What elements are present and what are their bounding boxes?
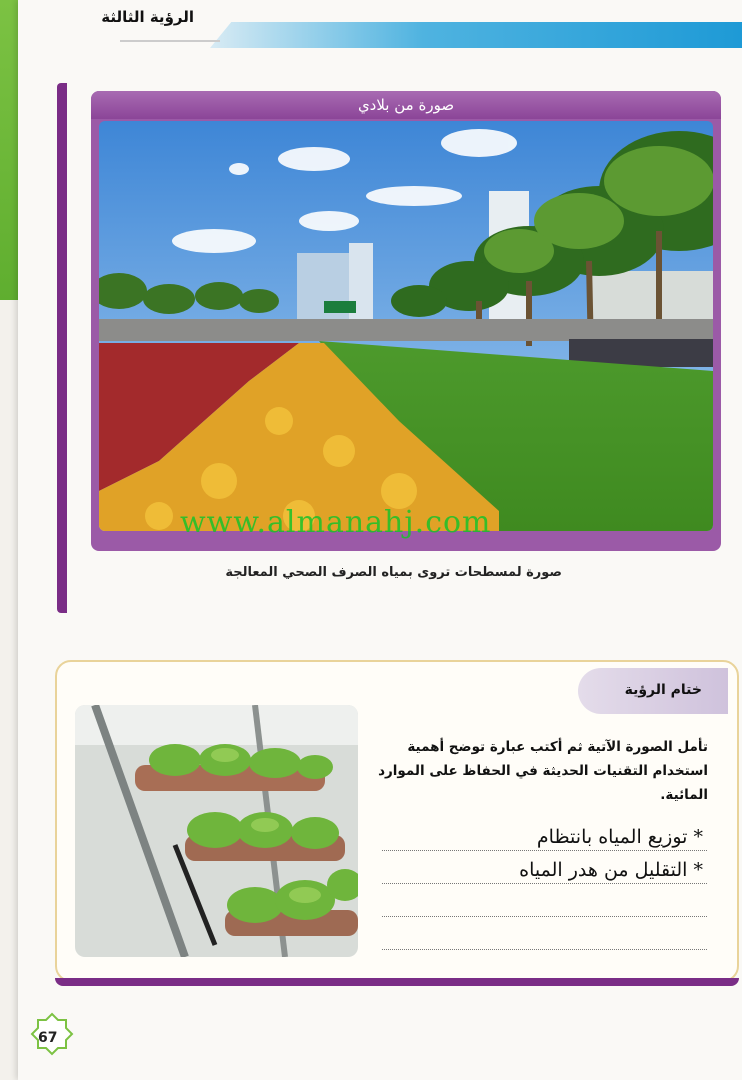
header-band bbox=[210, 22, 742, 48]
header-rule bbox=[120, 40, 220, 42]
conclusion-tag-label: ختام الرؤية bbox=[624, 682, 702, 698]
card-side-bar bbox=[57, 83, 67, 613]
city-garden-photo bbox=[99, 121, 713, 531]
answer-line-1[interactable] bbox=[382, 818, 707, 851]
photo-caption: صورة لمسطحات تروى بمياه الصرف الصحي المعالجة bbox=[225, 565, 562, 580]
section-title: الرؤية الثالثة bbox=[101, 8, 194, 26]
watermark: www.almanahj.com bbox=[180, 505, 492, 540]
hydroponic-photo bbox=[75, 705, 358, 957]
instruction-text: تأمل الصورة الآتية ثم أكتب عبارة توضح أهمية استخدام التقنيات الحديثة في الحفاظ على الموارد المائية. bbox=[378, 739, 708, 803]
answer-line-3[interactable] bbox=[382, 884, 707, 917]
answer-line-2[interactable] bbox=[382, 851, 707, 884]
answer-text-2: * التقليل من هدر المياه bbox=[519, 859, 703, 881]
photo-card-title: صورة من بلادي bbox=[91, 91, 721, 119]
card-bottom-bar bbox=[55, 978, 739, 986]
answer-text-1: * توزيع المياه بانتظام bbox=[536, 826, 703, 848]
answer-line-4[interactable] bbox=[382, 917, 707, 950]
answer-lines bbox=[382, 818, 707, 950]
page-number: 67 bbox=[38, 1030, 58, 1046]
